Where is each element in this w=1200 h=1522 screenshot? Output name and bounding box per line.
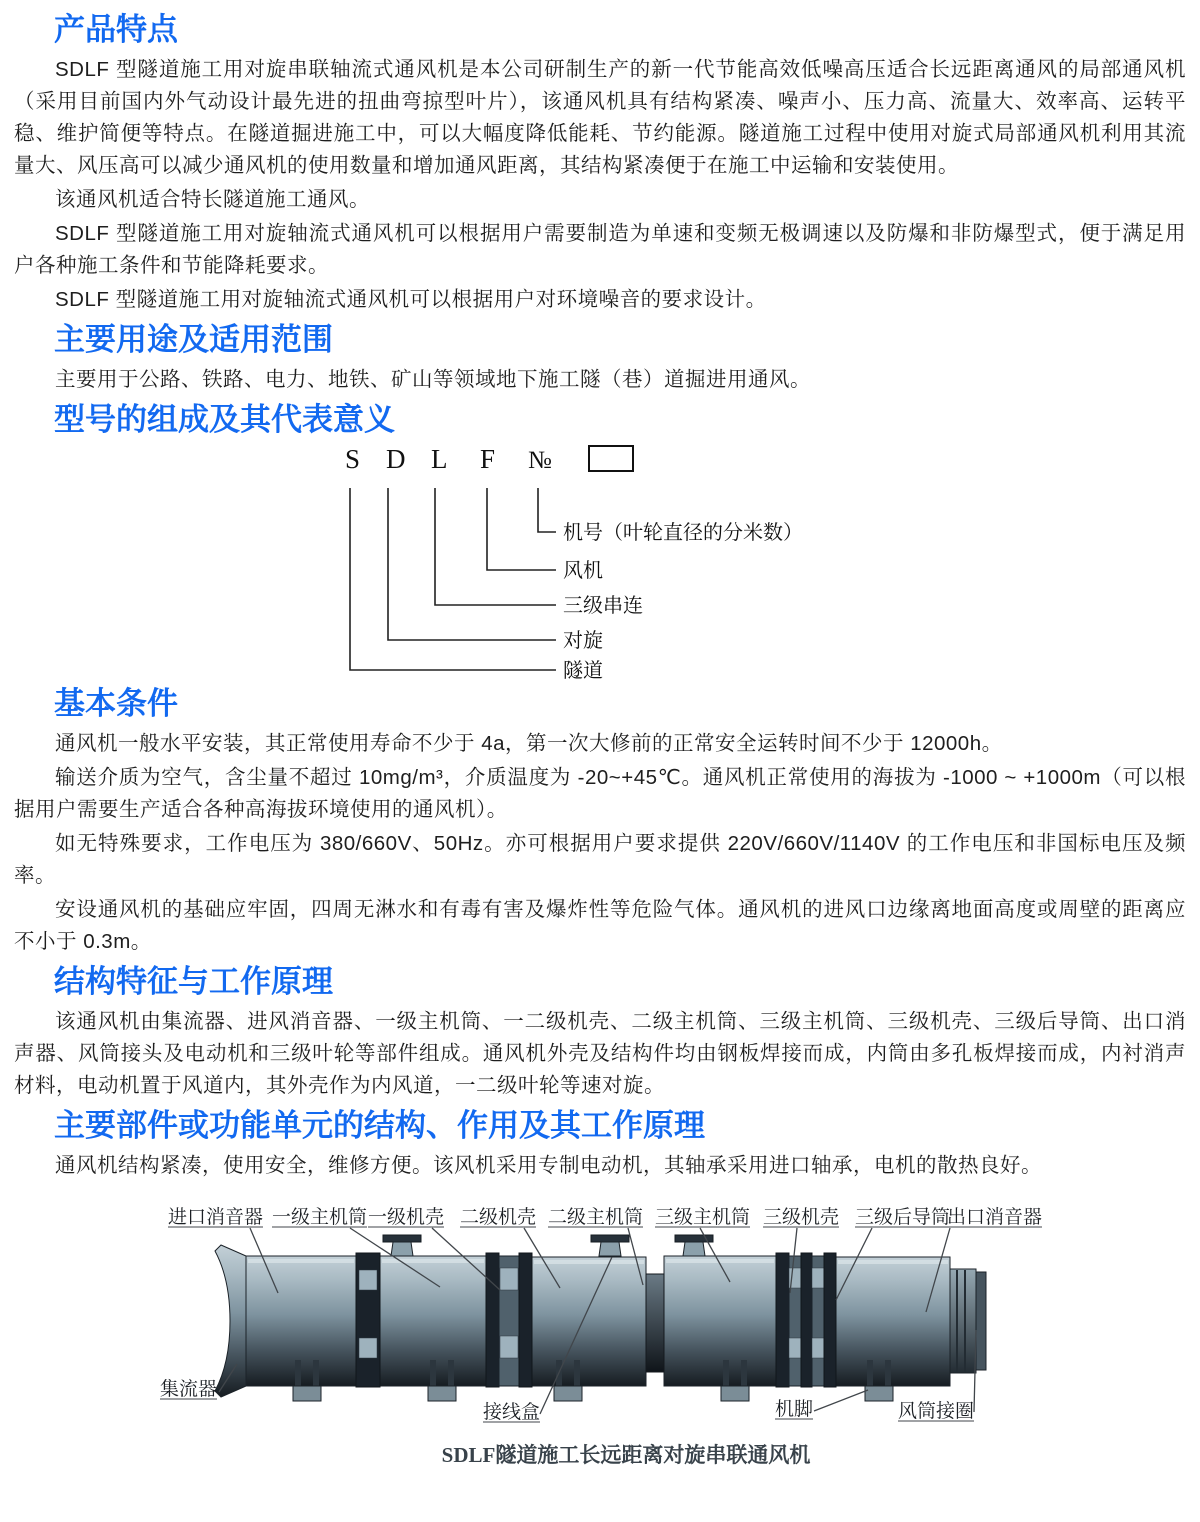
model-label-three-stage: 三级串连 bbox=[563, 595, 643, 617]
section-heading-model-composition: 型号的组成及其代表意义 bbox=[54, 402, 395, 437]
label-collector: 集流器 bbox=[160, 1379, 218, 1400]
label-stage2-casing: 二级机壳 bbox=[460, 1207, 537, 1228]
top-fitting bbox=[675, 1235, 713, 1256]
junction-box-fitting bbox=[591, 1235, 629, 1256]
flange-band bbox=[776, 1253, 789, 1387]
paragraph: 该通风机由集流器、进风消音器、一级主机筒、一二级机壳、二级主机筒、三级主机筒、三级机壳、三级后导筒、出口消声器、风筒接头及电动机和三级叶轮等部件组成。通风机外壳及结构件均由钢板焊接而成，内筒由多孔板焊接而成，内衬消声材料，电动机置于风道内，其外壳作为内风道，一二级叶轮等速对旋。 bbox=[14, 1010, 1186, 1097]
section-heading-basic-conditions: 基本条件 bbox=[54, 686, 178, 721]
label-machine-foot: 机脚 bbox=[775, 1399, 814, 1420]
flange-band bbox=[801, 1253, 812, 1387]
waist-connector bbox=[646, 1274, 664, 1372]
leader-line-machine-number bbox=[538, 488, 556, 532]
section-heading-main-uses: 主要用途及适用范围 bbox=[54, 322, 333, 357]
model-letter-no: № bbox=[528, 447, 552, 474]
label-junction-box: 接线盒 bbox=[483, 1402, 541, 1423]
flange-lug bbox=[359, 1338, 377, 1358]
label-stage1-main-cylinder: 一级主机筒 bbox=[272, 1207, 368, 1228]
label-outlet-silencer: 出口消音器 bbox=[947, 1207, 1043, 1228]
stage2-main-cylinder bbox=[532, 1257, 646, 1386]
flange-lug bbox=[500, 1268, 518, 1290]
paragraph: 如无特殊要求，工作电压为 380/660V、50Hz。亦可根据用户要求提供 220V/660V/1140V 的工作电压和非国标电压及频率。 bbox=[14, 832, 1186, 887]
label-underlines bbox=[160, 1399, 974, 1422]
document bbox=[0, 12, 1200, 1498]
leader-line-fan bbox=[487, 488, 556, 570]
highlight-strip bbox=[534, 1260, 644, 1264]
model-letter-f: F bbox=[480, 444, 496, 474]
section-heading-structural-features: 结构特征与工作原理 bbox=[54, 964, 333, 999]
duct-ring-section bbox=[950, 1269, 976, 1373]
label-stage3-rear-guide: 三级后导筒 bbox=[855, 1207, 951, 1228]
flange-band bbox=[486, 1253, 499, 1387]
label-stage1-casing: 一级机壳 bbox=[368, 1207, 445, 1228]
paragraph: 主要用于公路、铁路、电力、地铁、矿山等领域地下施工隧（巷）道掘进用通风。 bbox=[55, 368, 811, 391]
section-heading-main-components: 主要部件或功能单元的结构、作用及其工作原理 bbox=[54, 1108, 705, 1143]
fan-assembly-svg bbox=[0, 1190, 1200, 1498]
label-stage3-casing: 三级机壳 bbox=[763, 1207, 840, 1228]
highlight-strip bbox=[666, 1259, 774, 1263]
paragraph: 该通风机适合特长隧道施工通风。 bbox=[55, 188, 370, 211]
model-label-machine-number: 机号（叶轮直径的分米数） bbox=[563, 522, 803, 544]
label-inlet-silencer: 进口消音器 bbox=[168, 1207, 264, 1228]
paragraph: SDLF 型隧道施工用对旋串联轴流式通风机是本公司研制生产的新一代节能高效低噪高压适合长远距离通风的局部通风机（采用目前国内外气动设计最先进的扭曲弯掠型叶片），该通风机具有结构紧凑、噪声小、压力高、流量大、效率高、运转平稳、维护简便等特点。在隧道掘进施工中，可以大幅度降低能耗、节约能源。隧道施工过程中使用对旋式局部通风机利用其流量大、风压高可以减少通风机的使用数量和增加通风距离，其结构紧凑便于在施工中运输和安装使用。 bbox=[14, 58, 1186, 177]
flange-lug bbox=[359, 1270, 377, 1290]
flange-band bbox=[824, 1253, 836, 1387]
label-duct-ring: 风筒接圈 bbox=[898, 1401, 975, 1422]
leader-line-tunnel bbox=[350, 488, 556, 670]
model-number-box bbox=[589, 446, 633, 471]
flange-band bbox=[519, 1253, 532, 1387]
paragraph: SDLF 型隧道施工用对旋轴流式通风机可以根据用户需要制造为单速和变频无极调速以及防爆和非防爆型式，便于满足用户各种施工条件和节能降耗要求。 bbox=[14, 222, 1186, 277]
paragraph: 通风机结构紧凑，使用安全，维修方便。该风机采用专制电动机，其轴承采用进口轴承，电机的散热良好。 bbox=[55, 1154, 1042, 1177]
flange-lug bbox=[812, 1268, 824, 1288]
model-label-tunnel: 隧道 bbox=[563, 660, 603, 680]
model-letter-s: S bbox=[345, 444, 361, 474]
model-letter-l: L bbox=[431, 444, 448, 474]
flange-lug bbox=[789, 1338, 801, 1358]
flange-lug bbox=[812, 1338, 824, 1358]
fan-assembly-diagram bbox=[0, 1190, 1200, 1498]
label-stage2-main-cylinder: 二级主机筒 bbox=[548, 1207, 644, 1228]
duct-ring-end bbox=[976, 1272, 986, 1370]
fan-diagram-caption: SDLF隧道施工长远距离对旋串联通风机 bbox=[441, 1443, 811, 1467]
flange-lug bbox=[500, 1336, 518, 1358]
model-label-counter-rotating: 对旋 bbox=[563, 630, 603, 652]
paragraph: SDLF 型隧道施工用对旋轴流式通风机可以根据用户对环境噪音的要求设计。 bbox=[55, 288, 767, 311]
model-label-fan: 风机 bbox=[563, 560, 603, 582]
outlet-silencer-cylinder bbox=[836, 1257, 950, 1386]
leader-line-counter-rotating bbox=[388, 488, 556, 640]
model-designation-svg bbox=[0, 444, 1200, 680]
model-designation-diagram bbox=[0, 444, 1200, 680]
section-heading-product-features: 产品特点 bbox=[54, 12, 178, 47]
stage3-main-cylinder bbox=[664, 1256, 776, 1386]
paragraph: 通风机一般水平安装，其正常使用寿命不少于 4a，第一次大修前的正常安全运转时间不少于 12000h。 bbox=[55, 732, 1003, 755]
model-letter-d: D bbox=[386, 444, 406, 474]
paragraph: 输送介质为空气，含尘量不超过 10mg/m³，介质温度为 -20~+45℃。通风机正常使用的海拔为 -1000 ~ +1000m（可以根据用户需要生产适合各种高海拔环境使用的通风机）。 bbox=[14, 766, 1186, 821]
paragraph: 安设通风机的基础应牢固，四周无淋水和有毒有害及爆炸性等危险气体。通风机的进风口边缘离地面高度或周壁的距离应不小于 0.3m。 bbox=[14, 898, 1186, 953]
label-stage3-main-cylinder: 三级主机筒 bbox=[655, 1207, 751, 1228]
